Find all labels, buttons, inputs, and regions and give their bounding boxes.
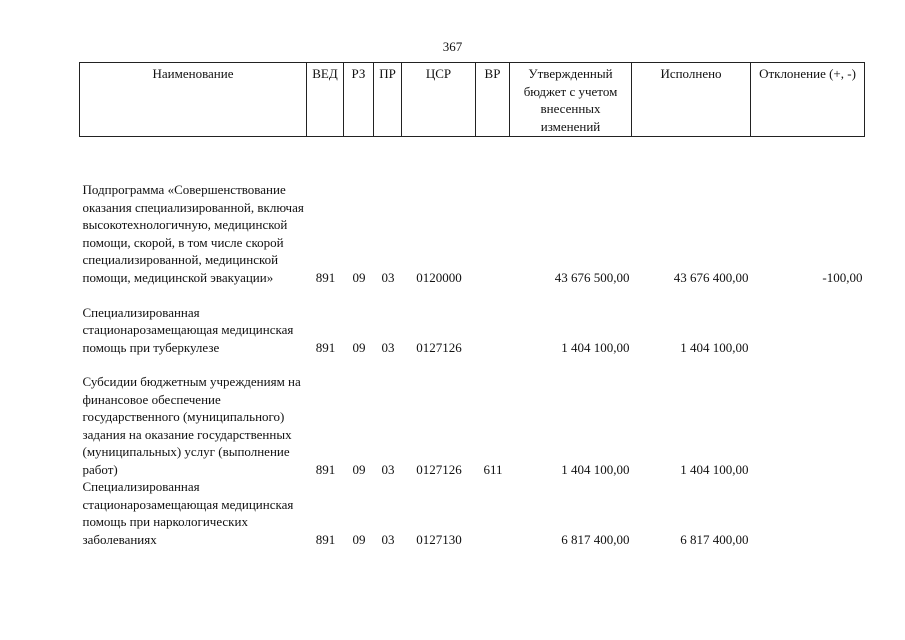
row-pr: 03: [381, 531, 395, 547]
row-ved: 891: [315, 461, 336, 477]
header-approved-budget: Утвержденный бюджет с учетом внесенных изменений: [510, 63, 632, 137]
row-approved: 1 404 100,00: [561, 339, 630, 355]
header-executed: Исполнено: [632, 63, 751, 137]
row-pr: 03: [381, 269, 395, 285]
row-approved: 1 404 100,00: [561, 461, 630, 477]
row-rz: 09: [352, 531, 366, 547]
row-rz: 09: [352, 339, 366, 355]
header-ved: ВЕД: [307, 63, 344, 137]
row-approved: 43 676 500,00: [554, 269, 630, 285]
header-vr: ВР: [476, 63, 510, 137]
row-csr: 0127130: [416, 531, 462, 547]
header-rz: РЗ: [344, 63, 374, 137]
row-ved: 891: [315, 269, 336, 285]
row-ved: 891: [315, 339, 336, 355]
row-vr: [476, 137, 510, 287]
row-csr: 0127126: [416, 339, 462, 355]
row-vr: [476, 478, 510, 548]
budget-execution-table: [79, 62, 865, 548]
row-csr: 0127126: [416, 461, 462, 477]
table-row: [80, 356, 865, 478]
row-approved: 6 817 400,00: [561, 531, 630, 547]
page-number: 367: [442, 39, 463, 54]
row-deviation: -100,00: [822, 269, 863, 285]
header-pr: ПР: [374, 63, 402, 137]
row-ved: 891: [315, 531, 336, 547]
row-vr: 611: [483, 461, 503, 477]
row-executed: 6 817 400,00: [680, 531, 749, 547]
row-name: Специализированная стационарозамещающая медицинская помощь при наркологических заболеваниях: [82, 479, 294, 547]
row-name: Подпрограмма «Совершенствование оказания специализированной, включая высокотехнологичную, медицинской помощи, скорой, в том числе скорой специализированной, медицинской помощи, медицинской эвакуации»: [82, 182, 304, 285]
table-row: [80, 286, 865, 356]
row-executed: 43 676 400,00: [673, 269, 749, 285]
row-executed: 1 404 100,00: [680, 461, 749, 477]
header-name: Наименование: [80, 63, 307, 137]
row-deviation: [751, 356, 865, 478]
row-executed: 1 404 100,00: [680, 339, 749, 355]
row-rz: 09: [352, 461, 366, 477]
row-pr: 03: [381, 461, 395, 477]
row-deviation: [751, 478, 865, 548]
table-header-row: [80, 63, 865, 137]
row-rz: 09: [352, 269, 366, 285]
row-deviation: [751, 286, 865, 356]
row-name: Специализированная стационарозамещающая медицинская помощь при туберкулезе: [82, 304, 294, 355]
row-pr: 03: [381, 339, 395, 355]
row-name: Субсидии бюджетным учреждениям на финансовое обеспечение государственного (муниципального) задания на оказание государственных (муниципальных) услуг (выполнение работ): [82, 374, 301, 477]
table-row: [80, 478, 865, 548]
table-row: [80, 137, 865, 287]
row-vr: [476, 286, 510, 356]
row-csr: 0120000: [416, 269, 462, 285]
header-csr: ЦСР: [402, 63, 476, 137]
header-deviation: Отклонение (+, -): [751, 63, 865, 137]
